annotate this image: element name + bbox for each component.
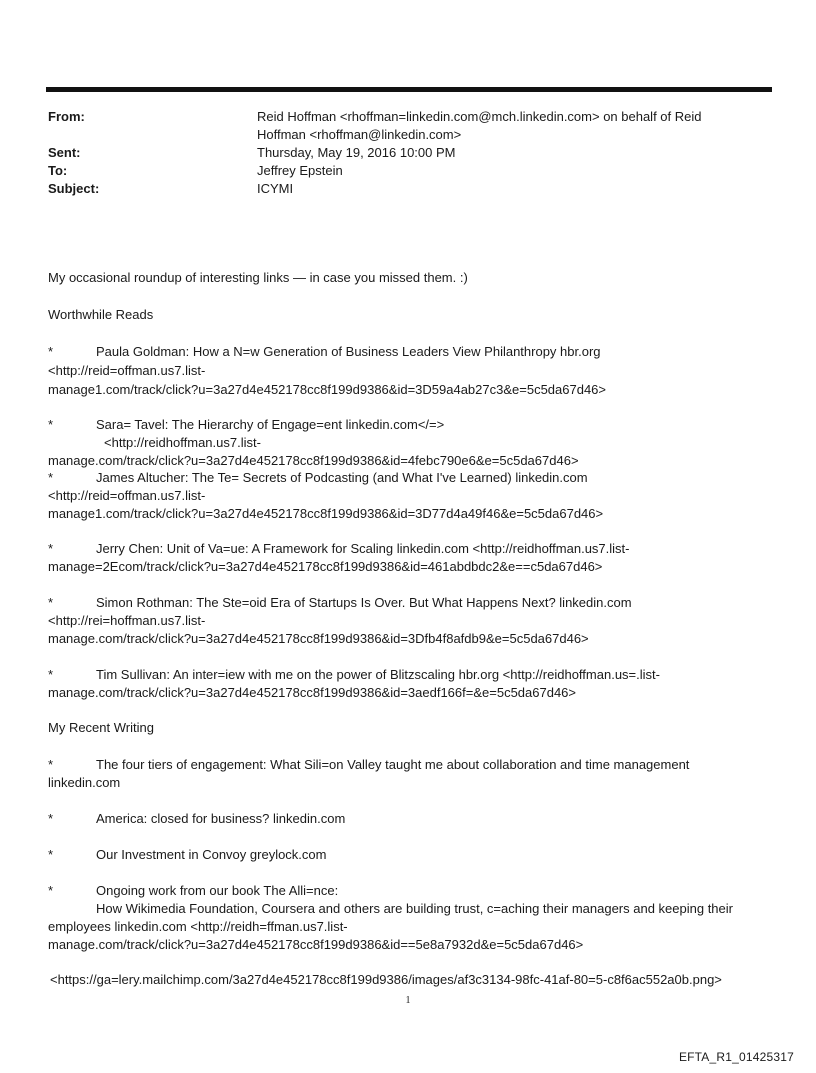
item5-link-2[interactable]: manage.com/track/click?u=3a27d4e452178cc8f199d9386&id=3Dfb4f8afdb9&e=5c5da67d46> <box>48 631 589 646</box>
item5-link-1[interactable]: <http://rei=hoffman.us7.list- <box>48 613 206 628</box>
sent-label: Sent: <box>48 145 81 160</box>
list-item: * James Altucher: The Te= Secrets of Podcasting (and What I've Learned) linkedin.com <box>48 470 588 485</box>
page-number: 1 <box>405 995 411 1006</box>
to-value: Jeffrey Epstein <box>257 163 343 178</box>
section-title-writing: My Recent Writing <box>48 720 154 735</box>
from-value-line1: Reid Hoffman <rhoffman=linkedin.com@mch.linkedin.com> on behalf of Reid <box>257 109 702 124</box>
writing4-title: Ongoing work from our book The Alli=nce: <box>96 883 339 898</box>
item2-link-1[interactable]: <http://reidhoffman.us7.list- <box>104 435 261 450</box>
list-item: * Ongoing work from our book The Alli=nce: <box>48 883 339 898</box>
item2-title[interactable]: Sara= Tavel: The Hierarchy of Engage=ent linkedin.com</=> <box>96 417 445 432</box>
list-item: * America: closed for business? linkedin.com <box>48 811 346 826</box>
item4-link[interactable]: manage=2Ecom/track/click?u=3a27d4e452178cc8f199d9386&id=461abdbdc2&e==c5da67d46> <box>48 559 603 574</box>
item1-title[interactable]: Paula Goldman: How a N=w Generation of Business Leaders View Philanthropy hbr.org <box>96 344 601 359</box>
writing4-subtitle[interactable]: How Wikimedia Foundation, Coursera and others are building trust, c=aching their managers and keeping their <box>96 901 733 916</box>
from-value-line2: Hoffman <rhoffman@linkedin.com> <box>257 127 462 142</box>
writing4-link-1[interactable]: employees linkedin.com <http://reidh=ffman.us7.list- <box>48 919 348 934</box>
item6-link[interactable]: manage.com/track/click?u=3a27d4e452178cc8f199d9386&id=3aedf166f=&e=5c5da67d46> <box>48 685 577 700</box>
list-item: * Jerry Chen: Unit of Va=ue: A Framework for Scaling linkedin.com <http://reidhoffman.us7.list- <box>48 541 630 556</box>
item1-link-1[interactable]: <http://reid=offman.us7.list- <box>48 363 206 378</box>
subject-label: Subject: <box>48 181 100 196</box>
header-rule <box>46 87 772 92</box>
section-title-reads: Worthwhile Reads <box>48 307 154 322</box>
item3-link-1[interactable]: <http://reid=offman.us7.list- <box>48 488 206 503</box>
list-item: * Our Investment in Convoy greylock.com <box>48 847 327 862</box>
subject-value: ICYMI <box>257 181 294 196</box>
writing1-domain[interactable]: linkedin.com <box>48 775 121 790</box>
writing3-title[interactable]: Our Investment in Convoy greylock.com <box>96 847 327 862</box>
list-item: * Simon Rothman: The Ste=oid Era of Startups Is Over. But What Happens Next? linkedin.com <box>48 595 632 610</box>
list-item: * The four tiers of engagement: What Sili=on Valley taught me about collaboration and time management <box>48 757 690 772</box>
item5-title[interactable]: Simon Rothman: The Ste=oid Era of Startups Is Over. But What Happens Next? linkedin.com <box>96 595 632 610</box>
image-link[interactable]: <https://ga=lery.mailchimp.com/3a27d4e452178cc8f199d9386/images/af3c3134-98fc-41af-80=5-c8f6ac552a0b.png> <box>50 972 722 987</box>
item1-link-2[interactable]: manage1.com/track/click?u=3a27d4e452178cc8f199d9386&id=3D59a4ab27c3&e=5c5da67d46> <box>48 382 606 397</box>
item4-title[interactable]: Jerry Chen: Unit of Va=ue: A Framework for Scaling linkedin.com <http://reidhoffman.us7.list- <box>96 541 630 556</box>
list-item: * Sara= Tavel: The Hierarchy of Engage=ent linkedin.com</=> <box>48 417 445 432</box>
item6-title[interactable]: Tim Sullivan: An inter=iew with me on the power of Blitzscaling hbr.org <http://reidhoffman.us=.list- <box>96 667 660 682</box>
item3-title[interactable]: James Altucher: The Te= Secrets of Podcasting (and What I've Learned) linkedin.com <box>96 470 588 485</box>
list-item: * Tim Sullivan: An inter=iew with me on the power of Blitzscaling hbr.org <http://reidhoffman.us=.list- <box>48 667 660 682</box>
intro-text: My occasional roundup of interesting links — in case you missed them. :) <box>48 270 468 285</box>
item2-link-2[interactable]: manage.com/track/click?u=3a27d4e452178cc8f199d9386&id=4febc790e6&e=5c5da67d46> <box>48 453 579 468</box>
writing2-title[interactable]: America: closed for business? linkedin.com <box>96 811 346 826</box>
list-item: * Paula Goldman: How a N=w Generation of Business Leaders View Philanthropy hbr.org <box>48 344 601 359</box>
sent-value: Thursday, May 19, 2016 10:00 PM <box>257 145 456 160</box>
item3-link-2[interactable]: manage1.com/track/click?u=3a27d4e452178cc8f199d9386&id=3D77d4a49f46&e=5c5da67d46> <box>48 506 604 521</box>
writing4-link-2[interactable]: manage.com/track/click?u=3a27d4e452178cc8f199d9386&id==5e8a7932d&e=5c5da67d46> <box>48 937 584 952</box>
from-label: From: <box>48 109 85 124</box>
document-id: EFTA_R1_01425317 <box>678 1050 794 1064</box>
writing1-title[interactable]: The four tiers of engagement: What Sili=on Valley taught me about collaboration and time management <box>96 757 690 772</box>
to-label: To: <box>48 163 68 178</box>
